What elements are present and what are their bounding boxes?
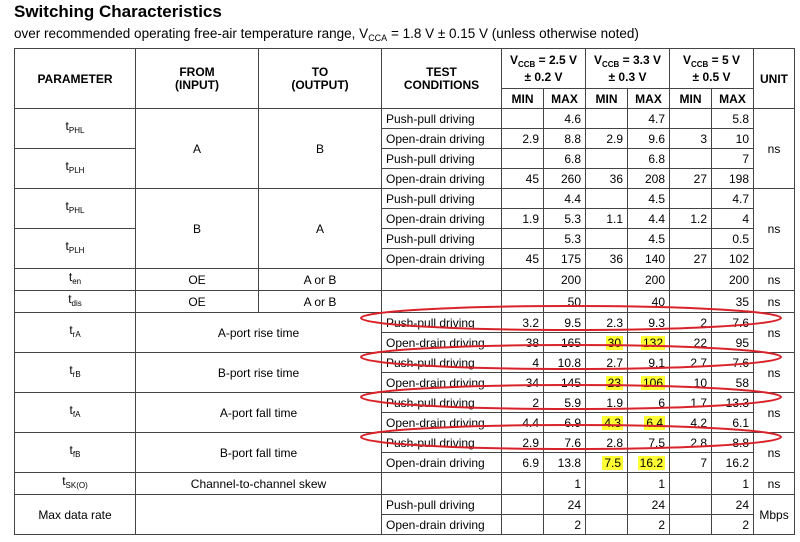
value-cell: 6.8 <box>628 149 670 169</box>
table-row <box>15 393 795 413</box>
value-cell: 4 <box>502 353 544 373</box>
header-unit: UNIT <box>754 49 795 109</box>
highlighted-value: 23 <box>607 375 621 390</box>
header-max: MAX <box>628 89 670 109</box>
value-cell: 6.1 <box>712 413 754 433</box>
parameter-subscript: PHL <box>68 206 85 215</box>
value-cell: 7 <box>670 453 712 473</box>
value-cell: 175 <box>544 249 586 269</box>
header-min: MIN <box>670 89 712 109</box>
value-cell: 13.8 <box>544 453 586 473</box>
table-row <box>15 473 795 495</box>
header-parameter: PARAMETER <box>15 49 136 109</box>
value-cell <box>586 291 628 313</box>
test-condition-cell: Open-drain driving <box>382 453 502 473</box>
value-cell: 1.7 <box>670 393 712 413</box>
unit-cell: ns <box>754 393 795 433</box>
value-cell: 7.6 <box>712 353 754 373</box>
to-cell: A or B <box>259 291 382 313</box>
value-cell: 2 <box>502 393 544 413</box>
value-cell: 2 <box>544 515 586 535</box>
value-cell <box>670 291 712 313</box>
value-cell <box>502 495 544 515</box>
value-cell: 4.4 <box>544 189 586 209</box>
from-cell: B <box>136 189 259 269</box>
value-cell: 24 <box>628 495 670 515</box>
parameter-subscript: dis <box>71 299 82 308</box>
value-cell: 35 <box>712 291 754 313</box>
table-row <box>15 291 795 313</box>
to-cell: B <box>259 109 382 189</box>
test-condition-cell: Push-pull driving <box>382 109 502 129</box>
value-cell: 3.2 <box>502 313 544 333</box>
value-cell: 50 <box>544 291 586 313</box>
value-cell: 45 <box>502 249 544 269</box>
value-cell: 36 <box>586 249 628 269</box>
value-cell: 7.6 <box>712 313 754 333</box>
highlighted-value: 30 <box>607 335 621 350</box>
parameter-symbol: Max data rate <box>38 507 112 522</box>
value-cell: 8.8 <box>544 129 586 149</box>
value-cell <box>502 149 544 169</box>
parameter-cell <box>15 189 136 229</box>
parameter-cell <box>15 229 136 269</box>
value-cell <box>628 333 670 353</box>
table-row <box>15 189 795 209</box>
to-cell: A <box>259 189 382 269</box>
value-cell: 200 <box>628 269 670 291</box>
header-vccb-2-5: $V_{CCB} = 2.5$ V ± 0.2 V <box>502 49 586 89</box>
highlighted-value: 7.5 <box>604 455 621 470</box>
value-cell: 1.1 <box>586 209 628 229</box>
value-cell: 10 <box>670 373 712 393</box>
parameter-cell <box>15 393 136 433</box>
test-condition-cell: Open-drain driving <box>382 373 502 393</box>
value-cell: 9.1 <box>628 353 670 373</box>
table-row <box>15 433 795 453</box>
value-cell: 145 <box>544 373 586 393</box>
value-cell <box>586 333 628 353</box>
value-cell: 1 <box>628 473 670 495</box>
value-cell <box>502 291 544 313</box>
value-cell: 5.3 <box>544 229 586 249</box>
parameter-symbol: t <box>69 403 73 417</box>
value-cell <box>670 269 712 291</box>
value-cell: 38 <box>502 333 544 353</box>
header-min: MIN <box>502 89 544 109</box>
value-cell: 34 <box>502 373 544 393</box>
header-to: TO (OUTPUT) <box>259 49 382 109</box>
value-cell: 200 <box>712 269 754 291</box>
table-row <box>15 353 795 373</box>
test-condition-cell: Push-pull driving <box>382 189 502 209</box>
from-cell: OE <box>136 291 259 313</box>
to-cell: A or B <box>259 269 382 291</box>
value-cell <box>628 373 670 393</box>
table-row <box>15 149 795 169</box>
value-cell: 4.7 <box>712 189 754 209</box>
value-cell: 1 <box>712 473 754 495</box>
test-condition-cell: Push-pull driving <box>382 353 502 373</box>
value-cell <box>670 495 712 515</box>
header-vccb-5: $V_{CCB} = 5$ V ± 0.5 V <box>670 49 754 89</box>
value-cell: 5.9 <box>544 393 586 413</box>
value-cell: 2.9 <box>502 129 544 149</box>
value-cell <box>502 473 544 495</box>
value-cell: 208 <box>628 169 670 189</box>
value-cell <box>586 473 628 495</box>
value-cell <box>586 373 628 393</box>
parameter-subscript: rA <box>72 330 81 339</box>
value-cell <box>502 515 544 535</box>
test-condition-cell: Open-drain driving <box>382 515 502 535</box>
table-row <box>15 109 795 129</box>
value-cell: 24 <box>544 495 586 515</box>
value-cell: 10.8 <box>544 353 586 373</box>
value-cell: 27 <box>670 169 712 189</box>
value-cell: 1.9 <box>586 393 628 413</box>
parameter-cell <box>15 495 136 535</box>
parameter-symbol: t <box>65 159 69 173</box>
value-cell <box>586 229 628 249</box>
value-cell <box>502 189 544 209</box>
value-cell <box>670 149 712 169</box>
test-condition-cell: Push-pull driving <box>382 393 502 413</box>
test-condition-cell: Push-pull driving <box>382 313 502 333</box>
unit-cell: ns <box>754 433 795 473</box>
value-cell: 4.6 <box>544 109 586 129</box>
value-cell: 58 <box>712 373 754 393</box>
value-cell: 2.8 <box>586 433 628 453</box>
table-row <box>15 495 795 515</box>
parameter-cell <box>15 313 136 353</box>
value-cell: 2.9 <box>586 129 628 149</box>
parameter-symbol: t <box>65 119 69 133</box>
value-cell <box>670 109 712 129</box>
table-row <box>15 313 795 333</box>
unit-cell: ns <box>754 291 795 313</box>
value-cell <box>586 515 628 535</box>
highlighted-value: 4.3 <box>604 415 621 430</box>
value-cell <box>586 413 628 433</box>
from-cell: OE <box>136 269 259 291</box>
value-cell: 40 <box>628 291 670 313</box>
value-cell <box>586 269 628 291</box>
value-cell <box>586 453 628 473</box>
value-cell: 7 <box>712 149 754 169</box>
value-cell: 198 <box>712 169 754 189</box>
page-title: Switching Characteristics <box>14 2 222 21</box>
parameter-symbol: t <box>68 270 73 284</box>
parameter-symbol: t <box>65 239 69 253</box>
value-cell: 9.5 <box>544 313 586 333</box>
value-cell: 4.4 <box>628 209 670 229</box>
value-cell: 165 <box>544 333 586 353</box>
value-cell: 13.3 <box>712 393 754 413</box>
parameter-subscript: rB <box>72 370 81 379</box>
value-cell <box>670 189 712 209</box>
switching-characteristics-table <box>14 48 795 535</box>
value-cell: 2 <box>712 515 754 535</box>
value-cell: 200 <box>544 269 586 291</box>
value-cell: 2.9 <box>502 433 544 453</box>
description-cell: B-port fall time <box>136 433 382 473</box>
unit-cell: ns <box>754 269 795 291</box>
description-cell: A-port fall time <box>136 393 382 433</box>
highlighted-value: 132 <box>642 335 663 350</box>
value-cell: 16.2 <box>712 453 754 473</box>
table-row <box>15 269 795 291</box>
parameter-cell <box>15 291 136 313</box>
value-cell: 4.5 <box>628 189 670 209</box>
unit-cell: ns <box>754 313 795 353</box>
subtitle: over recommended operating free-air temperature range, $V_{CCA} = 1.8$ V ± 0.15 V (unless otherwise noted) <box>14 26 639 43</box>
value-cell <box>502 109 544 129</box>
value-cell: 4.4 <box>502 413 544 433</box>
value-cell: 102 <box>712 249 754 269</box>
value-cell <box>670 515 712 535</box>
parameter-cell <box>15 473 136 495</box>
test-condition-cell <box>382 269 502 291</box>
value-cell <box>586 109 628 129</box>
highlighted-value: 16.2 <box>639 455 663 470</box>
header-max: MAX <box>712 89 754 109</box>
parameter-symbol: t <box>69 363 73 377</box>
header-vccb-3-3: $V_{CCB} = 3.3$ V ± 0.3 V <box>586 49 670 89</box>
value-cell: 9.3 <box>628 313 670 333</box>
value-cell: 2.3 <box>586 313 628 333</box>
value-cell: 24 <box>712 495 754 515</box>
value-cell <box>628 453 670 473</box>
value-cell: 45 <box>502 169 544 189</box>
value-cell <box>628 413 670 433</box>
table-row <box>15 229 795 249</box>
header-max: MAX <box>544 89 586 109</box>
parameter-symbol: t <box>65 199 69 213</box>
parameter-symbol: t <box>69 323 73 337</box>
unit-cell: Mbps <box>754 495 795 535</box>
value-cell: 3 <box>670 129 712 149</box>
value-cell <box>670 473 712 495</box>
value-cell: 10 <box>712 129 754 149</box>
value-cell: 95 <box>712 333 754 353</box>
parameter-subscript: fA <box>72 410 81 419</box>
parameter-subscript: PLH <box>68 166 85 175</box>
description-cell: B-port rise time <box>136 353 382 393</box>
value-cell: 27 <box>670 249 712 269</box>
test-condition-cell: Push-pull driving <box>382 495 502 515</box>
test-condition-cell: Open-drain driving <box>382 209 502 229</box>
test-condition-cell: Push-pull driving <box>382 433 502 453</box>
value-cell: 4 <box>712 209 754 229</box>
test-condition-cell: Push-pull driving <box>382 229 502 249</box>
parameter-symbol: t <box>69 443 73 457</box>
value-cell <box>502 269 544 291</box>
value-cell: 7.5 <box>628 433 670 453</box>
from-cell: A <box>136 109 259 189</box>
header-from: FROM (INPUT) <box>136 49 259 109</box>
value-cell: 8.8 <box>712 433 754 453</box>
value-cell: 6.8 <box>544 149 586 169</box>
test-condition-cell: Open-drain driving <box>382 333 502 353</box>
description-cell: A-port rise time <box>136 313 382 353</box>
value-cell: 5.8 <box>712 109 754 129</box>
header-min: MIN <box>586 89 628 109</box>
value-cell: 4.5 <box>628 229 670 249</box>
parameter-cell <box>15 353 136 393</box>
value-cell: 36 <box>586 169 628 189</box>
value-cell: 7.6 <box>544 433 586 453</box>
highlighted-value: 106 <box>642 375 663 390</box>
test-condition-cell <box>382 291 502 313</box>
value-cell: 6.9 <box>502 453 544 473</box>
value-cell <box>586 189 628 209</box>
test-condition-cell: Open-drain driving <box>382 249 502 269</box>
value-cell <box>502 229 544 249</box>
unit-cell: ns <box>754 353 795 393</box>
parameter-symbol: t <box>62 474 66 488</box>
description-cell <box>136 495 382 535</box>
value-cell: 0.5 <box>712 229 754 249</box>
value-cell: 4.2 <box>670 413 712 433</box>
value-cell: 2.7 <box>586 353 628 373</box>
value-cell <box>670 229 712 249</box>
parameter-subscript: PLH <box>68 246 85 255</box>
test-condition-cell: Open-drain driving <box>382 169 502 189</box>
header-test-conditions: TEST CONDITIONS <box>382 49 502 109</box>
value-cell <box>586 495 628 515</box>
parameter-cell <box>15 269 136 291</box>
value-cell: 2 <box>670 313 712 333</box>
value-cell: 1 <box>544 473 586 495</box>
value-cell: 6.9 <box>544 413 586 433</box>
value-cell: 9.6 <box>628 129 670 149</box>
value-cell: 4.7 <box>628 109 670 129</box>
value-cell: 140 <box>628 249 670 269</box>
description-cell: Channel-to-channel skew <box>136 473 382 495</box>
value-cell: 5.3 <box>544 209 586 229</box>
unit-cell: ns <box>754 189 795 269</box>
parameter-subscript: en <box>72 277 82 286</box>
test-condition-cell: Open-drain driving <box>382 129 502 149</box>
highlighted-value: 6.4 <box>646 415 663 430</box>
test-condition-cell <box>382 473 502 495</box>
parameter-cell <box>15 149 136 189</box>
value-cell: 2 <box>628 515 670 535</box>
parameter-cell <box>15 109 136 149</box>
parameter-cell <box>15 433 136 473</box>
parameter-subscript: PHL <box>68 126 85 135</box>
parameter-symbol: t <box>68 292 72 306</box>
parameter-subscript: SK(O) <box>65 481 88 490</box>
value-cell: 2.7 <box>670 353 712 373</box>
value-cell: 1.2 <box>670 209 712 229</box>
parameter-subscript: fB <box>72 450 81 459</box>
test-condition-cell: Push-pull driving <box>382 149 502 169</box>
value-cell: 22 <box>670 333 712 353</box>
value-cell: 1.9 <box>502 209 544 229</box>
unit-cell: ns <box>754 109 795 189</box>
test-condition-cell: Open-drain driving <box>382 413 502 433</box>
value-cell: 6 <box>628 393 670 413</box>
value-cell: 260 <box>544 169 586 189</box>
value-cell: 2.8 <box>670 433 712 453</box>
value-cell <box>586 149 628 169</box>
unit-cell: ns <box>754 473 795 495</box>
